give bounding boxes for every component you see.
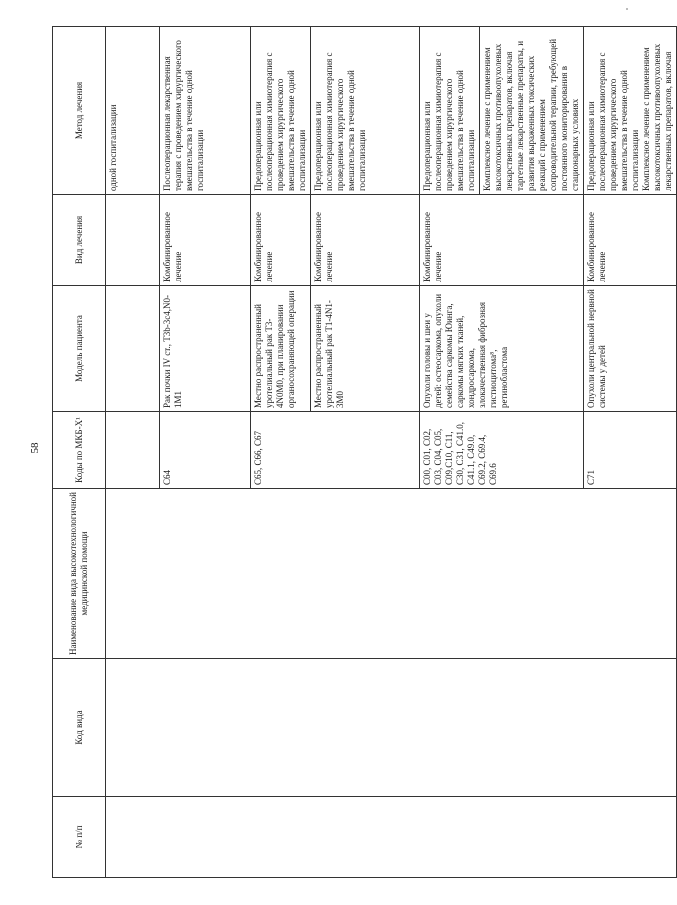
table-row (106, 27, 160, 878)
cell-method-continuation: Комплексное лечение с применением высокотоксичных противоопухолевых лекарственных препаратов, включая (641, 43, 673, 191)
cell-code (106, 659, 677, 797)
header-method: Метод лечения (53, 27, 106, 195)
page-number: 58 (29, 442, 41, 454)
cell-treatment (106, 195, 160, 286)
cell-icd: C65, C66, C67 (251, 412, 420, 489)
cell-model: Местно распространенный уротелиальный рак T1-4N1-3M0 (311, 286, 420, 412)
cell-num (106, 797, 677, 878)
cell-treatment: Комбинированное лечение (420, 195, 584, 286)
cell-treatment: Комбинированное лечение (251, 195, 311, 286)
cell-icd (106, 412, 160, 489)
cell-model (106, 286, 160, 412)
treatment-table (52, 26, 677, 878)
cell-model: Местно распространенный уротелиальный рак T3-4N0M0, при планировании органосохраняющей операции (251, 286, 311, 412)
cell-model: Рак почки IV ст., T3b-3c4,N0-1M1 (160, 286, 251, 412)
header-icd: Коды по МКБ-Х¹ (53, 412, 106, 489)
cell-method: Предоперационная или послеоперационная химиотерапия с проведением хирургического вмешательства в течение одной госпитализации (251, 27, 311, 195)
cell-treatment: Комбинированное лечение (160, 195, 251, 286)
cell-method: Комплексное лечение с применением высокотоксичных противоопухолевых лекарственных препаратов, включая таргетные лекарственные препараты, и развития выраженных токсических реакций с применением сопроводительной терапии, требующей постоянного мониторирования в стационарных условиях (480, 27, 584, 195)
cell-treatment: Комбинированное лечение (311, 195, 420, 286)
header-num: № п/п (53, 797, 106, 878)
table-header-row (53, 27, 106, 878)
cell-name (106, 489, 677, 659)
cell-method: Предоперационная или послеоперационная химиотерапия с проведением хирургического вмешательства в течение одной госпитализации (420, 27, 480, 195)
cell-icd: C71 (584, 412, 677, 489)
header-treatment: Вид лечения (53, 195, 106, 286)
header-name: Наименование вида высокотехнологичной медицинской помощи (53, 489, 106, 659)
cell-icd: C64 (160, 412, 251, 489)
cell-method-text: Предоперационная или послеоперационная химиотерапия с проведением хирургического вмешательства в течение одной госпитализации (586, 52, 640, 191)
treatment-table-container (52, 27, 673, 878)
cell-method: одной госпитализации (106, 27, 160, 195)
cell-method (584, 27, 677, 195)
cell-icd: C00, C01, C02, C03, C04, C05, C09,C10, C11, C30, C31, C41.0, C41.1, C49.0, C69.2, C69.4, C69.6 (420, 412, 584, 489)
header-model: Модель пациента (53, 286, 106, 412)
cell-method: Предоперационная или послеоперационная химиотерапия с проведением хирургического вмешательства в течение одной госпитализации (311, 27, 420, 195)
cell-method: Послеоперационная лекарственная терапия с проведением хирургического вмешательства в течение одной госпитализации (160, 27, 251, 195)
cell-model: Опухоли головы и шеи у детей: остеосаркома, опухоли семейства саркомы Юинга, саркомы мягких тканей, хондросаркома, злокачественная фиброзная гистиоцитома⁸, ретинобластома (420, 286, 584, 412)
scan-speck (626, 8, 628, 10)
cell-model: Опухоли центральной нервной системы у детей (584, 286, 677, 412)
cell-treatment: Комбинированное лечение (584, 195, 677, 286)
header-code: Код вида (53, 659, 106, 797)
